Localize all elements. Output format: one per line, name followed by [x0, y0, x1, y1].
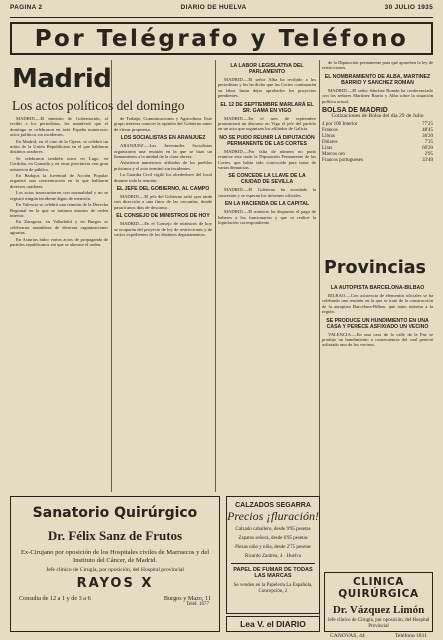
- bolsa-row-name: Francos: [322, 127, 338, 133]
- clinica-address: CANOVAS, 44: [330, 633, 365, 639]
- column-divider: [215, 60, 216, 492]
- section-title-provincias: Provincias: [324, 258, 426, 278]
- page-number: PAGINA 2: [10, 4, 43, 11]
- calzados-line: Calzado caballero, desde 9'95 pesetas: [235, 527, 311, 532]
- sanatorio-title: Sanatorio Quirúrgico: [32, 505, 198, 521]
- bolsa-title: BOLSA DE MADRID: [322, 107, 388, 115]
- article-paragraph: En Valencia se celebró una reunión de la Derecha Regional en la que se trataron asuntos de orden interior.: [10, 202, 108, 218]
- sanatorio-address: Burgos y Mazo, 11: [163, 595, 211, 602]
- article-paragraph: VALENCIA.—En una casa de la calle de la Paz se produjo un hundimiento a consecuencia del cual pereció asfixiado uno de los vecinos.: [322, 331, 433, 348]
- calzados-address: Ricardo Zantrea, 4 · Huelva: [245, 554, 301, 559]
- bolsa-row-name: Francos portugueses: [322, 157, 363, 163]
- article-heading: EN LA HACIENDA DE LA CAPITAL: [224, 201, 310, 208]
- article-paragraph: MADRID.—El Gobierno ha acordado la concesión y se esperan los informes oficiales.: [218, 187, 316, 198]
- article-paragraph: La Guardia Civil vigiló los alrededores del local durante toda la reunión.: [114, 172, 212, 183]
- calzados-line: Zapatos señora, desde 6'95 pesetas: [238, 536, 308, 541]
- article-paragraph: MADRID.—El señor Alba ha recibido a los periodistas y les ha dicho que las Cortes continuarán su labor hasta dejar aprobados los proyectos pendientes.: [218, 77, 316, 99]
- bolsa-row-value: 2'95: [424, 151, 433, 157]
- bolsa-row-value: 60'20: [422, 145, 433, 151]
- section-banner: [10, 22, 433, 55]
- papel-title: PAPEL DE FUMAR DE TODAS LAS MARCAS: [233, 567, 313, 580]
- article-paragraph: MADRID.—El ministro de Gobernación, al recibir a los periodistas, les manifestó que el domingo se celebraron en toda España numerosos actos políticos sin incidentes.: [10, 116, 108, 138]
- bolsa-row-name: 4 por 100 Interior: [322, 121, 358, 127]
- article-paragraph: Los actos transcurrieron con normalidad y no se registró ningún incidente digno de mención.: [10, 190, 108, 201]
- calzados-slogan: Precios ¡fluración!: [227, 509, 319, 523]
- bolsa-row-name: Libras: [322, 133, 335, 139]
- bolsa-row-name: Dólares: [322, 139, 338, 145]
- article-heading: LOS SOCIALISTAS EN ARANJUEZ: [120, 135, 206, 142]
- section-title-madrid: Madrid: [12, 64, 112, 94]
- column-3: [218, 60, 316, 227]
- article-paragraph: MADRID.—En el Consejo de ministros de hoy se ocuparán del proyecto de ley de restricciones y de varios expedientes de los distintos departamentos.: [114, 221, 212, 238]
- clinica-doctor: Dr. Vázquez Limón: [332, 604, 425, 616]
- article-heading: EL JEFE DEL GOBIERNO, AL CAMPO: [116, 186, 210, 193]
- bolsa-row-name: Liras: [322, 145, 333, 151]
- headline-madrid: Los actos políticos del domingo: [12, 98, 185, 113]
- bolsa-row-value: 36'20: [422, 133, 433, 139]
- article-paragraph: MADRID.—En el mes de septiembre pronunciará un discurso en Vigo el jefe del partido en un acto que organizan los afiliados de Galicia.: [218, 115, 316, 132]
- diario-ad: [226, 616, 320, 632]
- sanatorio-info: [11, 595, 219, 602]
- column-1: [10, 116, 108, 248]
- article-heading: NO SE PUDO REUNIR LA DIPUTACIÓN PERMANENTE DE LAS CORTES: [219, 134, 315, 147]
- newspaper-name: DIARIO DE HUELVA: [180, 4, 247, 11]
- page-header: [10, 4, 433, 16]
- sanatorio-doctor: Dr. Félix Sanz de Frutos: [47, 528, 183, 543]
- bolsa-row: [322, 158, 433, 164]
- bolsa-row-value: 7'35: [424, 139, 433, 145]
- calzados-line: Piezas niño y niña, desde 2'75 pesetas: [235, 545, 311, 550]
- diario-slogan: Lea V. el DIARIO: [240, 619, 306, 629]
- article-paragraph: En Badajoz la Juventud de Acción Popular organizó una concentración en la que hablaron diversos oradores.: [10, 173, 108, 189]
- article-heading: EL CONSEJO DE MINISTROS DE HOY: [116, 213, 210, 220]
- ad-divider: [231, 563, 315, 564]
- bolsa-row-value: 77'25: [422, 121, 433, 127]
- sanatorio-credentials: Ex-Cirujano por oposición de los Hospitales civiles de Marruecos y del Instituto del Cáncer, de Madrid.: [20, 549, 210, 564]
- papel-line: Se venden en la Papelería La Española, Concepción, 2: [233, 582, 313, 594]
- article-heading: LA LABOR LEGISLATIVA DEL PARLAMENTO: [230, 63, 304, 75]
- article-heading: SE PRODUCE UN HUNDIMIENTO EN UNA CASA Y PERECE ASFIXIADO UN VECINO: [326, 317, 429, 330]
- sanatorio-ad: [10, 496, 220, 632]
- bolsa-row-value: 33'40: [422, 157, 433, 163]
- article-paragraph: BILBAO.—Con asistencia de elementos oficiales se ha celebrado una reunión en la que se trató de la construcción de la autopista Barcelona-Bilbao, que tanto interesa a la región.: [322, 293, 433, 315]
- sanatorio-phone: Teléf. 1677: [186, 602, 209, 607]
- article-paragraph: ARANJUEZ.—Las Juventudes Socialistas organizaron una reunión en la que se hizo un llamamiento a la unidad de la clase obrera.: [114, 143, 212, 160]
- article-paragraph: Se celebraron también actos en Lugo, en Córdoba, en Granada y en otras provincias con gran asistencia de público.: [10, 155, 108, 172]
- article-paragraph: En Madrid, en el cine de la Opera, se celebró un mitin de la Unión Republicana en el que hablaron distintos oradores.: [10, 138, 108, 155]
- calzados-ad: [226, 496, 320, 614]
- article-paragraph: MADRID.—Por falta de número no pudo reunirse esta tarde la Diputación Permanente de las Cortes, que había sido convocada para tratar de varias denuncias.: [218, 148, 316, 171]
- clinica-title: CLINICA QUIRÚRGICA: [338, 576, 419, 600]
- sanatorio-hours: Consulta de 12 a 1 y de 3 a 6: [19, 595, 91, 602]
- clinica-info: [325, 633, 432, 639]
- article-heading: EL 12 DE SEPTIEMBRE MARLARÁ EL SR. GAMA EN VIGO: [220, 101, 314, 114]
- sanatorio-position: Jefe clínico de Cirugía, por oposición, del Hospital provincial: [46, 567, 184, 573]
- issue-date: 30 JULIO 1935: [384, 4, 433, 11]
- article-paragraph: En Zaragoza, en Valladolid y en Burgos se celebraron asambleas de diversas organizaciones agrarias.: [10, 219, 108, 236]
- bolsa-row-value: 48'45: [422, 127, 433, 133]
- clinica-ad: [324, 572, 433, 639]
- calzados-title: CALZADOS SEGARRA: [235, 502, 311, 509]
- article-paragraph: MADRID.—El señor Sánchez Román ha conferenciado con los señores Martínez Barrio y Alba sobre la situación política actual.: [322, 87, 433, 104]
- bolsa-row-name: Marcos oro: [322, 151, 345, 157]
- sanatorio-rayos: RAYOS X: [76, 576, 154, 591]
- banner-title: Por Telégrafo y Teléfono: [34, 25, 409, 52]
- bolsa-table: [322, 122, 433, 164]
- article-paragraph: de Trabajo, Comunicaciones y Agricultura. Este grupo interesa conocer la opinión del Gobierno antes de elevar propuesta.: [114, 116, 212, 132]
- article-heading: LA AUTOPISTA BARCELONA-BILBAO: [330, 285, 425, 291]
- article-paragraph: MADRID.—El jefe del Gobierno salió ayer tarde con dirección a una finca de las cercanías, donde pasará unos días de descanso.: [114, 194, 212, 210]
- column-4: [322, 60, 433, 164]
- article-paragraph: de la Diputación permanente para qué aprueben la ley de restricciones.: [322, 60, 433, 71]
- header-rule: [10, 17, 433, 18]
- column-divider: [111, 60, 112, 492]
- column-4-provincias: [322, 282, 433, 349]
- article-paragraph: Asistieron numerosos afiliados de los pueblos próximos y el acto terminó sin incidentes.: [114, 160, 212, 171]
- column-2: [114, 116, 212, 239]
- article-paragraph: MADRID.—El ministro ha dispuesto el pago de haberes a los funcionarios y que se realice la liquidación correspondiente.: [218, 209, 316, 226]
- article-paragraph: En Asturias hubo varios actos de propaganda de partidos republicanos sin que se alterase el orden.: [10, 236, 108, 247]
- article-heading: EL NOMBRAMIENTO DE ALBA, MARTINEZ BARRIO Y SANCHEZ ROMAN: [324, 73, 431, 86]
- clinica-position: Jefe clínico de Cirugía, por oposición, del Hospital Provincial: [327, 618, 430, 629]
- article-heading: SE CONCEDE LA LLAVE DE LA CIUDAD DE SEVILLA: [228, 173, 306, 186]
- bolsa-subtitle: Cotizaciones de Bolsa del día 29 de Julio: [331, 113, 424, 120]
- clinica-phone: Teléfono 1811: [394, 633, 427, 639]
